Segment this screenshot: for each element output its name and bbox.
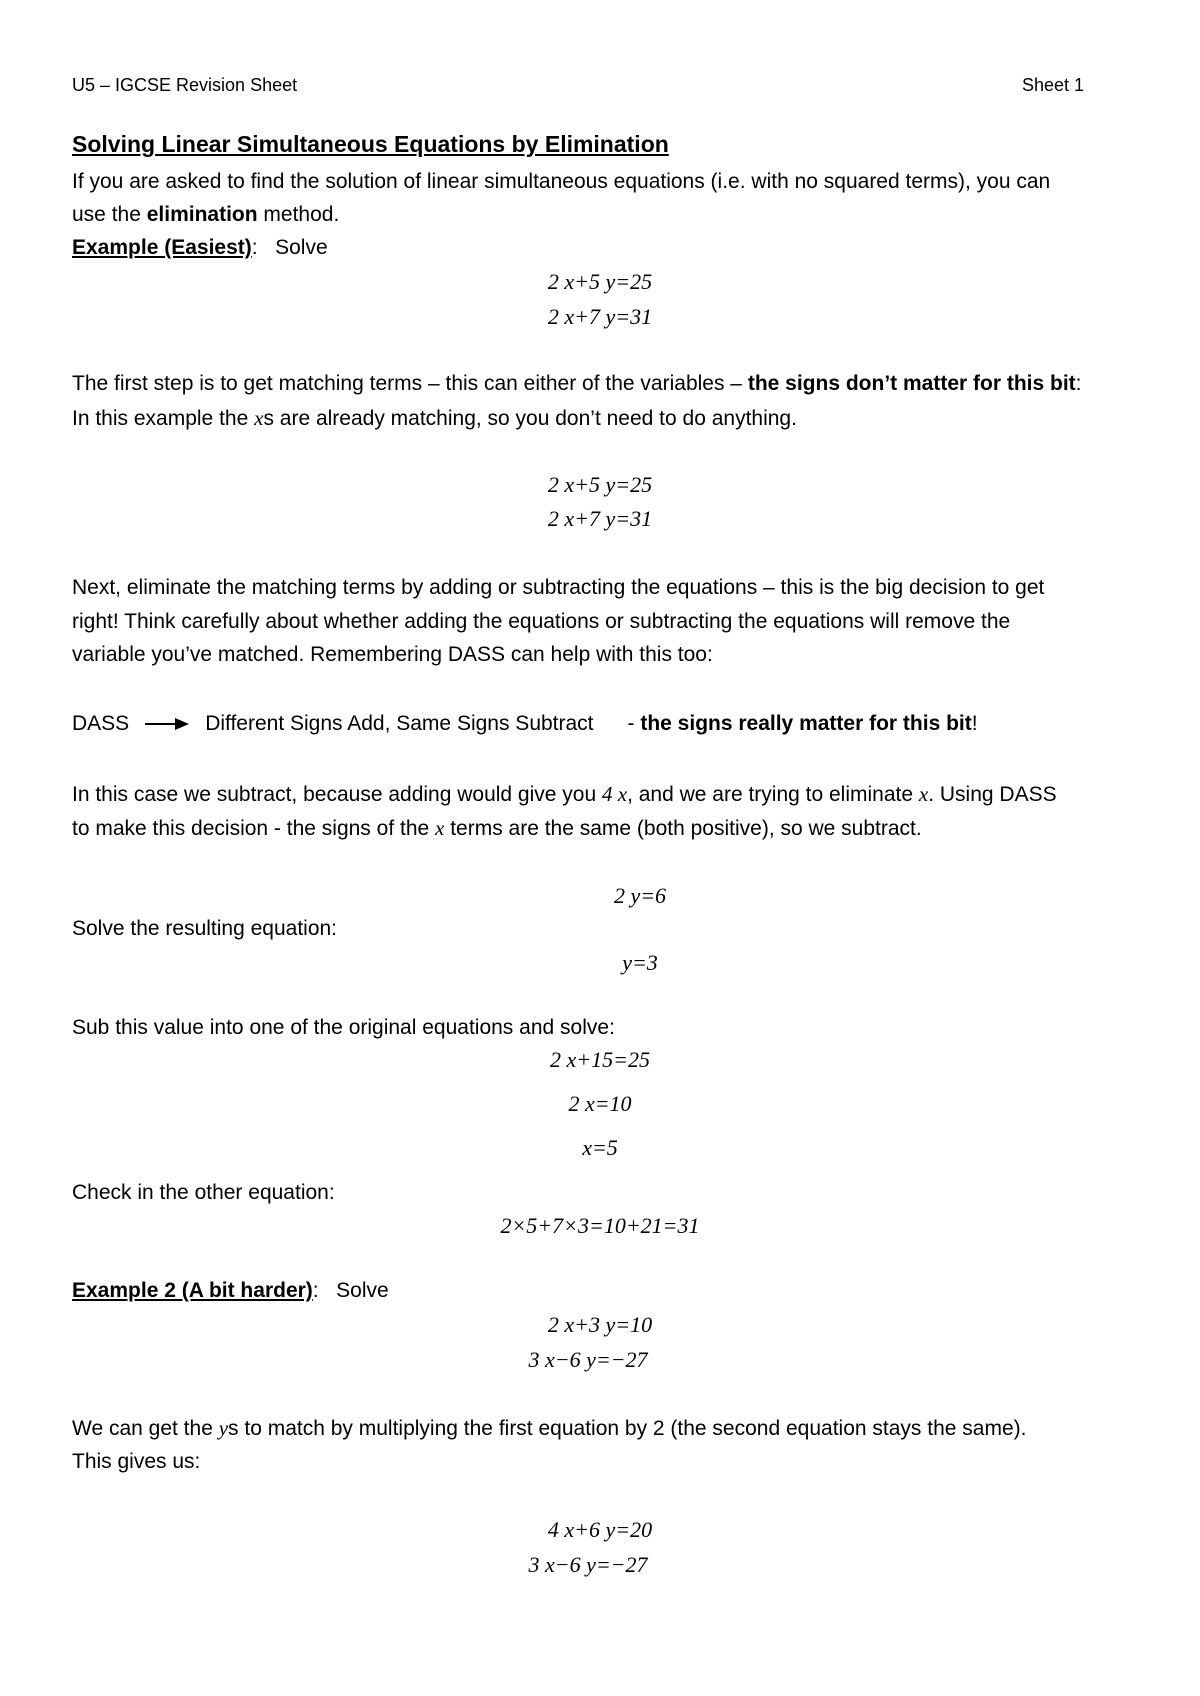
example2-equation-1: 2 x+3 y=10 <box>547 1312 653 1337</box>
example2-colon: : <box>312 1279 319 1302</box>
dass-dash: - <box>627 712 641 735</box>
step4-text: We can get the <box>72 1417 219 1440</box>
intro-line-2 <box>72 203 1132 227</box>
step3-text-mid: , and we are trying to eliminate <box>627 783 919 806</box>
step3-text: In this case we subtract, because adding would give you <box>72 783 602 806</box>
step4-variable: y <box>218 1416 229 1440</box>
example1-solve: Solve <box>275 236 328 259</box>
step3-line2-text: to make this decision - the signs of the <box>72 817 436 840</box>
example2-heading <box>72 1279 1132 1303</box>
step1-line-1 <box>72 372 1132 396</box>
step1-equation-1: 2 x+5 y=25 <box>547 472 653 497</box>
check-equation: 2×5+7×3=10+21=31 <box>500 1213 700 1238</box>
dass-meaning: Different Signs Add, Same Signs Subtract <box>205 712 594 735</box>
step4-equation-2: 3 x−6 y=−27 <box>528 1552 648 1577</box>
step1-line2-end: s are already matching, so you don’t need to do anything. <box>263 407 797 430</box>
solve-resulting-equation: y=3 <box>622 950 658 975</box>
dass-word: DASS <box>72 712 130 735</box>
step2-line-2: right! Think carefully about whether adding the equations or subtracting the equations will remove the <box>72 610 1011 633</box>
intro-text-end: method. <box>257 203 340 226</box>
step3-variable: x <box>918 782 929 806</box>
step1-text: The first step is to get matching terms – this can either of the variables – <box>72 372 748 395</box>
example1-equation-2: 2 x+7 y=31 <box>547 304 653 329</box>
example1-colon: : <box>251 236 258 259</box>
step4-text-end: s to match by multiplying the first equation by 2 (the second equation stays the same). <box>228 1417 1027 1440</box>
step3-line2-end: terms are the same (both positive), so we subtract. <box>444 817 922 840</box>
step1-variable: x <box>254 406 264 430</box>
intro-line-1: If you are asked to find the solution of linear simultaneous equations (i.e. with no squared terms), you can <box>72 170 1051 193</box>
dass-line <box>72 712 1132 736</box>
solve-resulting-text: Solve the resulting equation: <box>72 917 338 940</box>
intro-bold: elimination <box>146 203 258 226</box>
example2-label: Example 2 (A bit harder) <box>72 1279 313 1302</box>
step3-line2-variable: x <box>435 816 445 840</box>
example1-heading <box>72 236 1132 260</box>
right-arrow-icon <box>143 717 191 731</box>
step3-equation: 2 y=6 <box>613 883 667 908</box>
step4-line-1 <box>72 1416 1132 1441</box>
step2-line-1: Next, eliminate the matching terms by adding or subtracting the equations – this is the big decision to get <box>72 576 1045 599</box>
step1-text-end: : <box>1075 372 1082 395</box>
step1-line2-text: In this example the <box>72 407 255 430</box>
header-left: U5 – IGCSE Revision Sheet <box>72 75 298 95</box>
sub-equation-3: x=5 <box>582 1135 618 1160</box>
step1-bold: the signs don’t matter for this bit <box>747 372 1076 395</box>
sub-text: Sub this value into one of the original equations and solve: <box>72 1016 615 1039</box>
step4-equation-1: 4 x+6 y=20 <box>547 1517 653 1542</box>
check-text: Check in the other equation: <box>72 1181 335 1204</box>
step1-equation-2: 2 x+7 y=31 <box>547 506 653 531</box>
example1-equation-1: 2 x+5 y=25 <box>547 269 653 294</box>
example2-solve: Solve <box>336 1279 389 1302</box>
page-title: Solving Linear Simultaneous Equations by Elimination <box>72 131 669 157</box>
example2-equation-2: 3 x−6 y=−27 <box>528 1347 648 1372</box>
sub-equation-2: 2 x=10 <box>568 1091 632 1116</box>
example1-label: Example (Easiest) <box>72 236 252 259</box>
step3-math: 4 x <box>601 782 628 806</box>
step4-line-2: This gives us: <box>72 1450 201 1473</box>
dass-bold: the signs really matter for this bit <box>640 712 972 735</box>
step3-text-end: . Using DASS <box>928 783 1057 806</box>
header-right: Sheet 1 <box>1022 75 1085 95</box>
step3-line-1 <box>72 782 1132 807</box>
sub-equation-1: 2 x+15=25 <box>550 1047 650 1072</box>
intro-text: use the <box>72 203 147 226</box>
step3-line-2 <box>72 816 1132 841</box>
dass-end: ! <box>971 712 978 735</box>
step1-line-2 <box>72 406 1132 431</box>
step2-line-3: variable you’ve matched. Remembering DASS can help with this too: <box>72 643 713 666</box>
